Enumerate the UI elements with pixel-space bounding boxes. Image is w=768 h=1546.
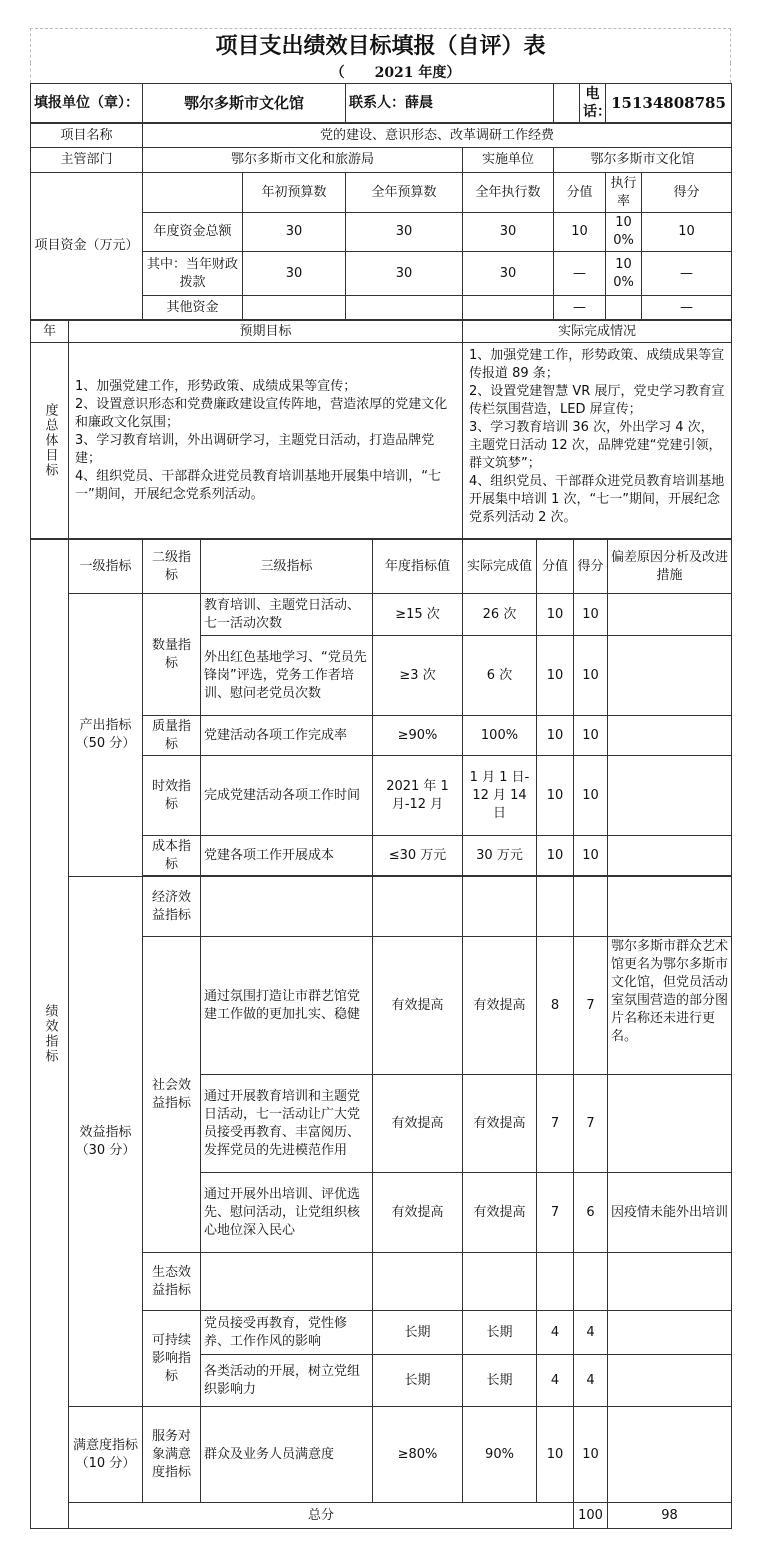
perf-header: 实际完成值 — [463, 540, 537, 594]
l2-quantity: 数量指标 — [143, 594, 201, 716]
target-cell: ≥90% — [373, 716, 463, 756]
funds-cell: 30 — [463, 252, 554, 296]
total-label: 总分 — [69, 1503, 574, 1529]
funds-cell — [463, 296, 554, 320]
got-cell: 4 — [574, 1311, 608, 1355]
funds-cell: — — [642, 252, 732, 296]
target-cell: 2021 年 1 月-12 月 — [373, 756, 463, 836]
dept-value: 鄂尔多斯市文化和旅游局 — [143, 148, 463, 173]
total-score: 100 — [574, 1503, 608, 1529]
l2-sustain: 可持续影响指标 — [143, 1311, 201, 1407]
target-cell: ≥15 次 — [373, 594, 463, 636]
target-cell: 有效提高 — [373, 1173, 463, 1253]
funds-cell: — — [554, 252, 606, 296]
total-row — [31, 1503, 732, 1529]
got-cell: 7 — [574, 937, 608, 1075]
actual-cell: 30 万元 — [463, 836, 537, 876]
note-cell: 因疫情未能外出培训 — [608, 1173, 732, 1253]
note-cell — [608, 594, 732, 636]
actual-cell: 90% — [463, 1407, 537, 1503]
l3-cell: 通过开展教育培训和主题党日活动，七一活动让广大党员接受再教育、丰富阅历、发挥党员的先进模范作用 — [201, 1075, 373, 1173]
note-cell — [608, 756, 732, 836]
funds-header: 执行率 — [606, 173, 642, 213]
actual-cell: 6 次 — [463, 636, 537, 716]
got-cell: 4 — [574, 1355, 608, 1407]
got-cell: 10 — [574, 836, 608, 876]
target-cell: 有效提高 — [373, 1075, 463, 1173]
expected-goals-text: 1、加强党建工作，形势政策、成绩成果等宣传； 2、设置意识形态和党费廉政建设宣传阵地，营造浓厚的党建文化和廉政文化氛围； 3、学习教育培训，外出调研学习，主题党日活动，打造品牌党建； 4、组织党员、干部群众进党员教育培训基地开展集中培训，“七一”期间，开展纪念党系列活动。 — [69, 343, 463, 539]
unit-label: 填报单位（章）： — [31, 84, 143, 123]
actual-cell: 26 次 — [463, 594, 537, 636]
funds-header: 年初预算数 — [243, 173, 346, 213]
funds-header: 全年执行数 — [463, 173, 554, 213]
actual-cell: 有效提高 — [463, 937, 537, 1075]
funds-cell — [243, 296, 346, 320]
l2-quality: 质量指标 — [143, 716, 201, 756]
table-row — [31, 877, 732, 937]
funds-header: 全年预算数 — [346, 173, 463, 213]
score-cell: 4 — [537, 1311, 574, 1355]
note-cell — [608, 636, 732, 716]
impl-label: 实施单位 — [463, 148, 554, 173]
phone-value: 15134808785 — [606, 84, 732, 123]
score-cell: 4 — [537, 1355, 574, 1407]
perf-header: 一级指标 — [69, 540, 143, 594]
score-cell: 10 — [537, 756, 574, 836]
total-got: 98 — [608, 1503, 732, 1529]
expected-header: 预期目标 — [69, 321, 463, 343]
l1-output: 产出指标（50 分） — [69, 594, 143, 877]
funds-cell — [346, 296, 463, 320]
project-name-label: 项目名称 — [31, 124, 143, 148]
project-info-table — [30, 83, 732, 123]
contact-person: 联系人：薛晨 — [346, 84, 554, 123]
l3-cell: 党员接受再教育，党性修养、工作作风的影响 — [201, 1311, 373, 1355]
l2-ecological: 生态效益指标 — [143, 1253, 201, 1311]
l3-cell: 各类活动的开展，树立党组织影响力 — [201, 1355, 373, 1407]
impl-value: 鄂尔多斯市文化馆 — [554, 148, 732, 173]
score-cell: 8 — [537, 937, 574, 1075]
actual-header: 实际完成情况 — [463, 321, 732, 343]
actual-goals-text: 1、加强党建工作，形势政策、成绩成果等宣传报道 89 条； 2、设置党建智慧 VR 展厅，党史学习教育宣传栏氛围营造，LED 屏宣传； 3、学习教育培训 36 次，外出学习 4 次，主题党日活动 12 次，品牌党建“党建引领，群文筑梦”； 4、组织党员、干部群众进党员教育培训基地开展集中培训 1 次，“七一”期间，开展纪念党系列活动 2 次。 — [463, 343, 732, 539]
note-cell — [608, 1355, 732, 1407]
l2-service: 服务对象满意度指标 — [143, 1407, 201, 1503]
l3-cell: 通过开展外出培训、评优选先、慰问活动，让党组织核心地位深入民心 — [201, 1173, 373, 1253]
note-cell — [608, 1311, 732, 1355]
got-cell: 10 — [574, 756, 608, 836]
note-cell — [608, 1075, 732, 1173]
funds-cell: 100% — [606, 213, 642, 252]
funds-cell: 100% — [606, 252, 642, 296]
perf-side-label: 绩效指标 — [42, 1004, 58, 1064]
l3-cell: 外出红色基地学习、“党员先锋岗”评选，党务工作者培训、慰问老党员次数 — [201, 636, 373, 716]
target-cell: 有效提高 — [373, 937, 463, 1075]
goals-table — [30, 320, 732, 539]
funds-cell: — — [554, 296, 606, 320]
actual-cell: 有效提高 — [463, 1173, 537, 1253]
l2-cost: 成本指标 — [143, 836, 201, 876]
note-cell — [608, 716, 732, 756]
dept-label: 主管部门 — [31, 148, 143, 173]
got-cell: 7 — [574, 1075, 608, 1173]
target-cell: ≥3 次 — [373, 636, 463, 716]
funds-label: 项目资金（万元） — [31, 173, 143, 320]
target-cell: ≤30 万元 — [373, 836, 463, 876]
score-cell: 10 — [537, 716, 574, 756]
funds-row-name: 其中：当年财政拨款 — [143, 252, 243, 296]
score-cell: 10 — [537, 1407, 574, 1503]
l2-economic: 经济效益指标 — [143, 877, 201, 937]
unit-value: 鄂尔多斯市文化馆 — [143, 84, 346, 123]
funds-header: 得分 — [642, 173, 732, 213]
year-open: （ — [330, 65, 345, 81]
note-cell — [608, 836, 732, 876]
target-cell: 长期 — [373, 1311, 463, 1355]
l3-cell: 通过氛围打造让市群艺馆党建工作做的更加扎实、稳健 — [201, 937, 373, 1075]
l3-cell: 群众及业务人员满意度 — [201, 1407, 373, 1503]
l3-cell: 党建活动各项工作完成率 — [201, 716, 373, 756]
got-cell: 10 — [574, 636, 608, 716]
phone-label: 电话： — [580, 84, 606, 123]
target-cell: ≥80% — [373, 1407, 463, 1503]
perf-header: 得分 — [574, 540, 608, 594]
note-cell — [608, 1407, 732, 1503]
l3-cell: 完成党建活动各项工作时间 — [201, 756, 373, 836]
funds-cell: 30 — [346, 213, 463, 252]
score-cell: 10 — [537, 636, 574, 716]
funds-cell: 30 — [463, 213, 554, 252]
l2-time: 时效指标 — [143, 756, 201, 836]
perf-header: 二级指标 — [143, 540, 201, 594]
goals-side-top: 年 — [31, 321, 69, 343]
goals-side-label: 度总体目标 — [42, 403, 58, 478]
actual-cell: 长期 — [463, 1311, 537, 1355]
perf-header: 偏差原因分析及改进措施 — [608, 540, 732, 594]
funds-header: 分值 — [554, 173, 606, 213]
l1-satisfaction: 满意度指标（10 分） — [69, 1407, 143, 1503]
funds-cell: 30 — [243, 213, 346, 252]
actual-cell: 1 月 1 日-12 月 14 日 — [463, 756, 537, 836]
perf-header: 年度指标值 — [373, 540, 463, 594]
actual-cell: 有效提高 — [463, 1075, 537, 1173]
l3-cell: 党建各项工作开展成本 — [201, 836, 373, 876]
funds-cell — [606, 296, 642, 320]
got-cell: 10 — [574, 594, 608, 636]
perf-header: 三级指标 — [201, 540, 373, 594]
note-cell: 鄂尔多斯市群众艺术馆更名为鄂尔多斯市文化馆，但党员活动室氛围营造的部分图片名称还未进行更名。 — [608, 937, 732, 1075]
funds-cell: 30 — [243, 252, 346, 296]
got-cell: 6 — [574, 1173, 608, 1253]
table-row — [31, 1407, 732, 1503]
l3-cell: 教育培训、主题党日活动、七一活动次数 — [201, 594, 373, 636]
score-cell: 7 — [537, 1075, 574, 1173]
l2-social: 社会效益指标 — [143, 937, 201, 1253]
funds-cell: 30 — [346, 252, 463, 296]
actual-cell: 长期 — [463, 1355, 537, 1407]
funds-row-name: 其他资金 — [143, 296, 243, 320]
funds-row-name: 年度资金总额 — [143, 213, 243, 252]
score-cell: 10 — [537, 594, 574, 636]
got-cell: 10 — [574, 1407, 608, 1503]
form-title: 项目支出绩效目标填报（自评）表 — [30, 28, 731, 63]
actual-cell: 100% — [463, 716, 537, 756]
form-year — [30, 63, 731, 83]
project-name-value: 党的建设、意识形态、改革调研工作经费 — [143, 124, 732, 148]
performance-table — [30, 539, 732, 1529]
year-text: 2021 年度） — [374, 65, 461, 81]
perf-header: 分值 — [537, 540, 574, 594]
l1-benefit: 效益指标（30 分） — [69, 877, 143, 1407]
form-sheet — [30, 28, 731, 1529]
score-cell: 10 — [537, 836, 574, 876]
funds-cell: 10 — [642, 213, 732, 252]
score-cell: 7 — [537, 1173, 574, 1253]
got-cell: 10 — [574, 716, 608, 756]
funds-cell: — — [642, 296, 732, 320]
funds-cell: 10 — [554, 213, 606, 252]
table-row — [31, 594, 732, 636]
funds-table — [30, 123, 732, 320]
target-cell: 长期 — [373, 1355, 463, 1407]
